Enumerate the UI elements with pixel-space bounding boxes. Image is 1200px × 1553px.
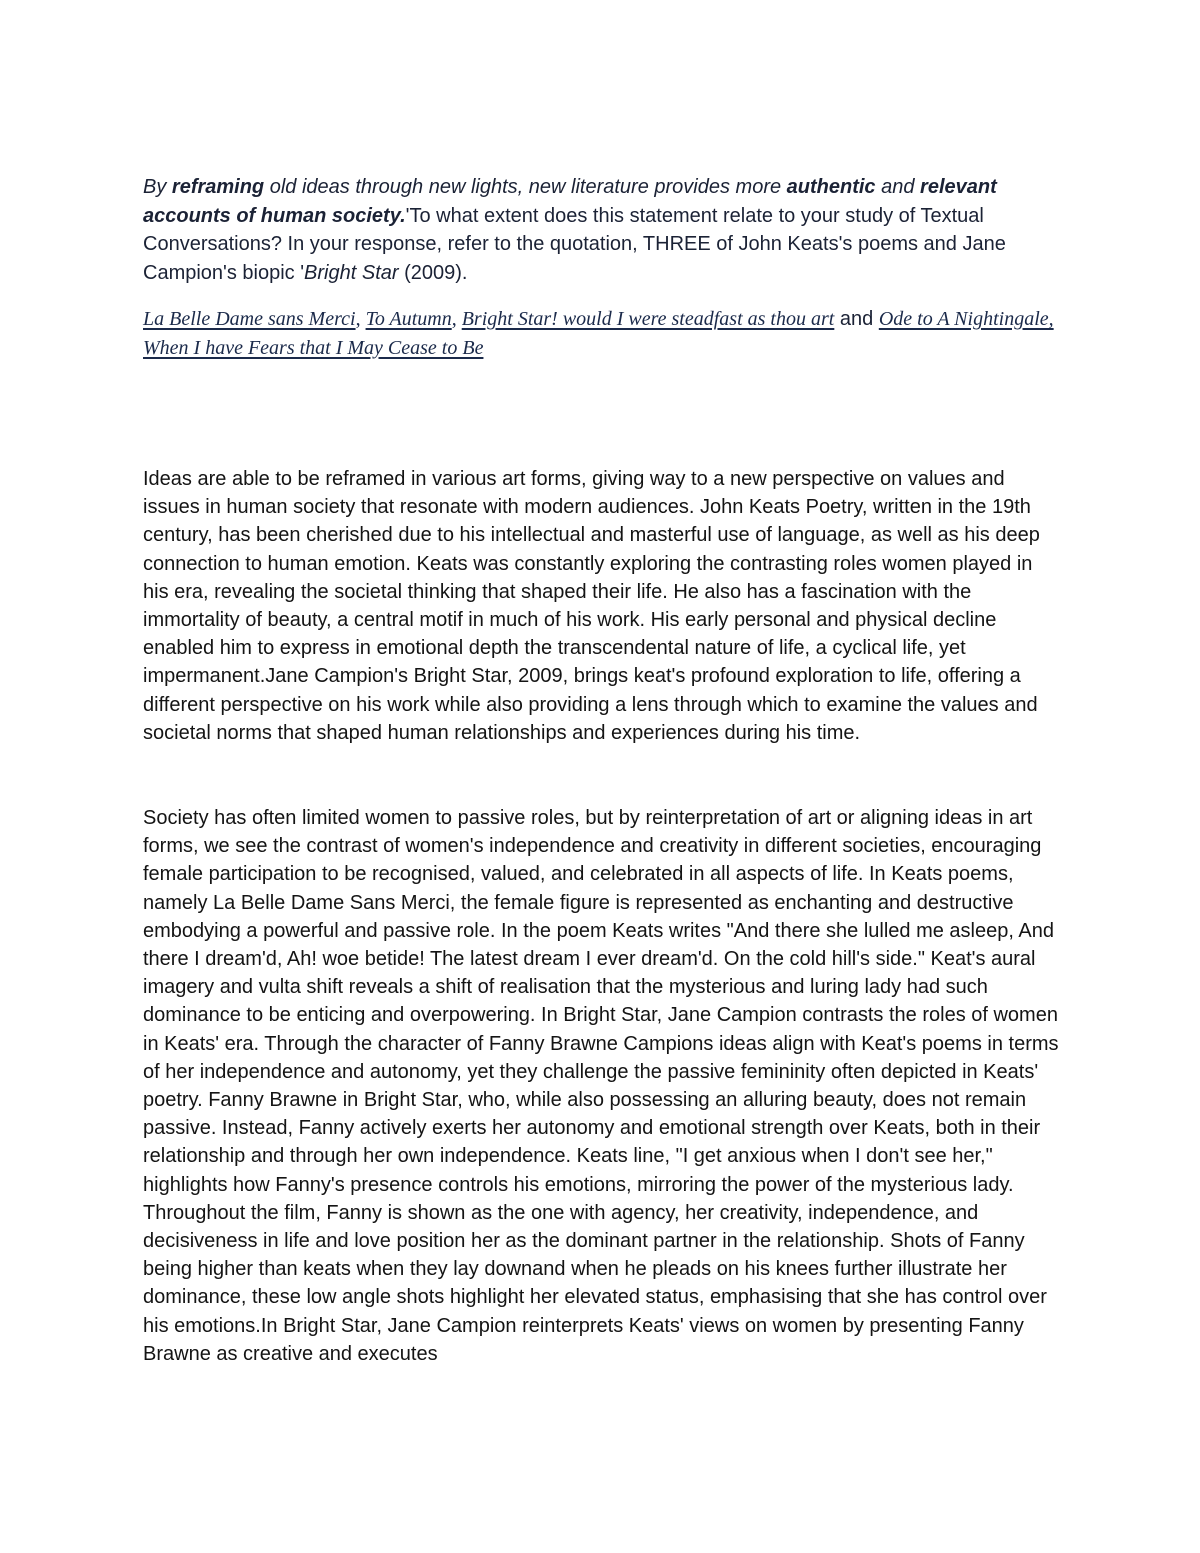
question-text-5: (2009). xyxy=(398,261,468,284)
question-text-1: By xyxy=(143,176,172,198)
question-text-2: old ideas through new lights, new literature provides more xyxy=(264,176,787,198)
question-bold-relevant: relevant accounts of human society. xyxy=(143,176,997,227)
prescribed-texts xyxy=(143,305,1063,362)
texts-comma-1: , xyxy=(355,308,366,330)
poem-link-la-belle-dame[interactable]: La Belle Dame sans Merci xyxy=(143,308,356,330)
question-text-4: 'To what extent does this statement relate to your study of Textual Conversations? In your response, refer to the quotation, THREE of John Keats's poems and Jane Campion's biopic ' xyxy=(143,204,1006,284)
poem-link-bright-star[interactable]: Bright Star! would I were steadfast as thou art xyxy=(461,308,835,330)
body-paragraph-women-roles: Society has often limited women to passive roles, but by reinterpretation of art or aligning ideas in art forms, we see the contrast of women's independence and creativity in different societies, encouraging female participation to be recognised, valued, and celebrated in all aspects of life. In Keats poems, namely La Belle Dame Sans Merci, the female figure is represented as enchanting and destructive embodying a powerful and passive role. In the poem Keats writes "And there she lulled me asleep, And there I dream'd, Ah! woe betide! The latest dream I ever dream'd. On the cold hill's side." Keat's aural imagery and vulta shift reveals a shift of realisation that the mysterious and luring lady had such dominance to be enticing and overpowering. In Bright Star, Jane Campion contrasts the roles of women in Keats' era. Through the character of Fanny Brawne Campions ideas align with Keat's poems in terms of her independence and autonomy, yet they challenge the passive femininity often depicted in Keats' poetry. Fanny Brawne in Bright Star, who, while also possessing an alluring beauty, does not remain passive. Instead, Fanny actively exerts her autonomy and emotional strength over Keats, both in their relationship and through her own independence. Keats line, "I get anxious when I don't see her," highlights how Fanny's presence controls his emotions, mirroring the power of the mysterious lady. Throughout the film, Fanny is shown as the one with agency, her creativity, independence, and decisiveness in life and love position her as the dominant partner in the relationship. Shots of Fanny being higher than keats when they lay downand when he pleads on his knees further illustrate her dominance, these low angle shots highlight her elevated status, emphasising that she has control over his emotions.In Bright Star, Jane Campion reinterprets Keats' views on women by presenting Fanny Brawne as creative and executes xyxy=(143,807,1059,1365)
question-film-title: Bright Star xyxy=(304,261,399,284)
poem-link-to-autumn[interactable]: To Autumn xyxy=(365,308,452,330)
question-bold-authentic: authentic xyxy=(786,176,876,198)
texts-and: and xyxy=(834,308,879,330)
question-bold-reframing: reframing xyxy=(171,176,265,198)
question-text-3: and xyxy=(875,176,921,198)
body-paragraph-introduction: Ideas are able to be reframed in various art forms, giving way to a new perspective on values and issues in human society that resonate with modern audiences. John Keats Poetry, written in the 19th century, has been cherished due to his intellectual and masterful use of language, as well as his deep connection to human emotion. Keats was constantly exploring the contrasting roles women played in his era, revealing the societal thinking that shaped their life. He also has a fascination with the immortality of beauty, a central motif in much of his work. His early personal and physical decline enabled him to express in emotional depth the transcendental nature of life, a cyclical life, yet impermanent.Jane Campion's Bright Star, 2009, brings keat's profound exploration to life, offering a different perspective on his work while also providing a lens through which to examine the values and societal norms that shaped human relationships and experiences during his time. xyxy=(143,468,1040,744)
texts-comma-2: , xyxy=(451,308,462,330)
poem-link-ode-nightingale[interactable]: Ode to A Nightingale, When I have Fears that I May Cease to Be xyxy=(143,308,1054,359)
essay-question xyxy=(143,173,1063,287)
